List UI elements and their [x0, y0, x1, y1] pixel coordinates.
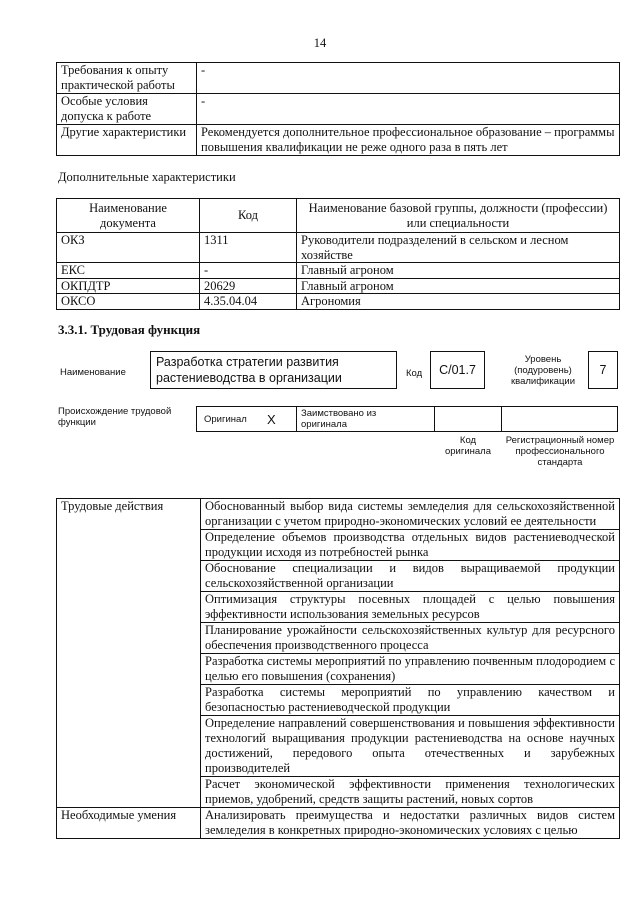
table-cell: Обоснованный выбор вида системы земледелия для сельскохозяйственной организации с учетом природно-экономических условий ее деятельности — [201, 499, 620, 530]
code-value: C/01.7 — [439, 363, 476, 377]
table-row — [57, 263, 620, 279]
table-cell: 20629 — [200, 278, 297, 294]
table-header-row — [57, 199, 620, 233]
origin-label: Происхождение трудовой функции — [58, 406, 172, 428]
table-cell: Руководители подразделений в сельском и лесном хозяйстве — [297, 233, 620, 263]
function-heading: 3.3.1. Трудовая функция — [58, 322, 201, 337]
table-row — [57, 499, 620, 530]
divider — [501, 407, 502, 431]
table-cell: Определение направлений совершенствования и повышения эффективности технологий выращивания продукции растениеводства на основе научных достижений, передового опыта отечественных и зарубежных производителей — [201, 716, 620, 777]
skills-label: Необходимые умения — [57, 808, 201, 839]
table-cell: Анализировать преимущества и недостатки различных видов систем земледелия в конкретных природно-экономических условиях с целью — [201, 808, 620, 839]
function-name-box — [150, 351, 397, 389]
table-cell: 4.35.04.04 — [200, 294, 297, 310]
level-box — [588, 351, 618, 389]
table-cell: Особые условия допуска к работе — [57, 94, 197, 125]
column-header: Наименование документа — [57, 199, 200, 233]
table-cell: ОКПДТР — [57, 278, 200, 294]
code-label: Код — [406, 368, 423, 379]
table-row — [57, 278, 620, 294]
table-cell: - — [200, 263, 297, 279]
table-cell: Разработка системы мероприятий по управлению качеством и безопасностью растениеводческой продукции — [201, 685, 620, 716]
table-cell: ОКЗ — [57, 233, 200, 263]
level-value: 7 — [599, 363, 607, 377]
table-row — [57, 808, 620, 839]
table-cell: - — [197, 63, 620, 94]
code-box — [430, 351, 485, 389]
actions-label: Трудовые действия — [57, 499, 201, 808]
table-cell: Требования к опыту практической работы — [57, 63, 197, 94]
table-cell: Обоснование специализации и видов выращиваемой продукции сельскохозяйственной организации — [201, 561, 620, 592]
labor-functions-table — [56, 498, 620, 839]
function-name: Разработка стратегии развития растениеводства в организации — [156, 355, 342, 385]
borrowed-label: Заимствовано из оригинала — [301, 408, 377, 430]
table-cell: Агрономия — [297, 294, 620, 310]
table-cell: Главный агроном — [297, 263, 620, 279]
table-row — [57, 125, 620, 156]
original-mark: X — [267, 412, 276, 427]
reg-number-caption: Регистрационный номер профессионального стандарта — [505, 435, 615, 468]
table-cell: ЕКС — [57, 263, 200, 279]
column-header: Наименование базовой группы, должности (профессии) или специальности — [297, 199, 620, 233]
name-label: Наименование — [60, 367, 126, 378]
table-row — [57, 94, 620, 125]
table-cell: 1311 — [200, 233, 297, 263]
table-cell: Расчет экономической эффективности применения технологических приемов, удобрений, средств защиты растений, новых сортов — [201, 777, 620, 808]
page-number: 14 — [313, 36, 327, 50]
code-original-caption: Код оригинала — [444, 435, 491, 457]
table-cell: Главный агроном — [297, 278, 620, 294]
table-cell: Планирование урожайности сельскохозяйственных культур для ресурсного обеспечения производственного процесса — [201, 623, 620, 654]
table-cell: ОКСО — [57, 294, 200, 310]
additional-heading: Дополнительные характеристики — [58, 170, 236, 184]
level-label: Уровень (подуровень) квалификации — [510, 354, 576, 387]
table-cell: Другие характеристики — [57, 125, 197, 156]
additional-table — [56, 198, 620, 310]
divider — [296, 407, 297, 431]
column-header: Код — [200, 199, 297, 233]
table-row — [57, 233, 620, 263]
table-cell: Определение объемов производства отдельных видов растениеводческой продукции исходя из потребностей рынка — [201, 530, 620, 561]
table-cell: - — [197, 94, 620, 125]
table-row — [57, 63, 620, 94]
table-cell: Оптимизация структуры посевных площадей с целью повышения эффективности использования земельных ресурсов — [201, 592, 620, 623]
origin-row — [196, 406, 618, 432]
table-cell: Рекомендуется дополнительное профессиональное образование – программы повышения квалификации не реже одного раза в пять лет — [197, 125, 620, 156]
original-label: Оригинал — [204, 414, 247, 425]
divider — [434, 407, 435, 431]
table-row — [57, 294, 620, 310]
table-cell: Разработка системы мероприятий по управлению почвенным плодородием с целью его повышения (сохранения) — [201, 654, 620, 685]
requirements-table — [56, 62, 620, 156]
